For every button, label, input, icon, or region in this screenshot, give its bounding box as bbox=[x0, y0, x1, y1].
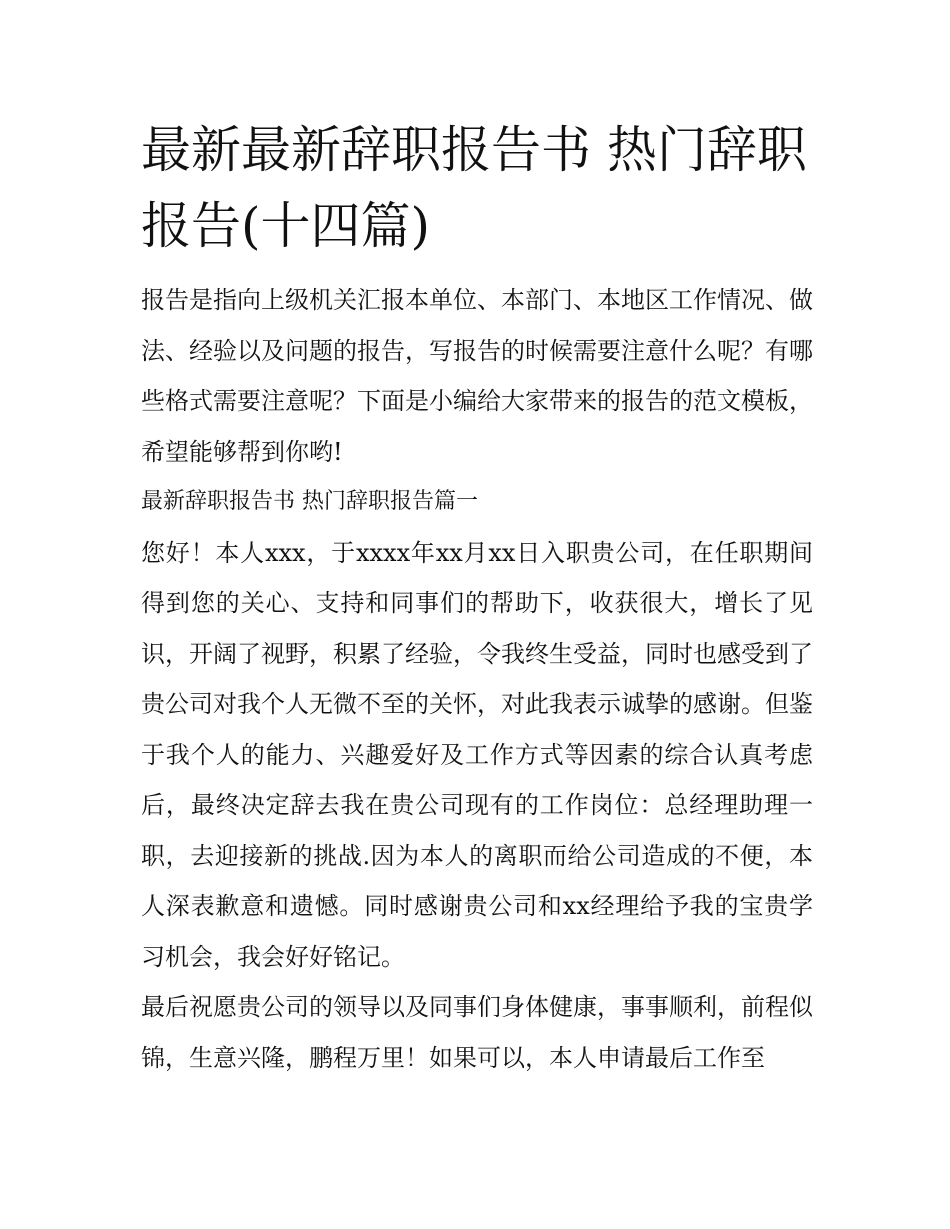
document-title: 最新最新辞职报告书 热门辞职报告(十四篇) bbox=[141, 121, 807, 255]
section-heading: 最新辞职报告书 热门辞职报告篇一 bbox=[141, 489, 478, 514]
intro-paragraph: 报告是指向上级机关汇报本单位、本部门、本地区工作情况、做法、经验以及问题的报告，写报告的时候需要注意什么呢？有哪些格式需要注意呢？下面是小编给大家带来的报告的范文模板，希望能够帮到你哟! bbox=[141, 286, 813, 466]
body-paragraph-1: 您好！本人xxx，于xxxx年xx月xx日入职贵公司，在任职期间得到您的关心、支持和同事们的帮助下，收获很大，增长了见识，开阔了视野，积累了经验，令我终生受益，同时也感受到了贵公司对我个人无微不至的关怀，对此我表示诚挚的感谢。但鉴于我个人的能力、兴趣爱好及工作方式等因素的综合认真考虑后，最终决定辞去我在贵公司现有的工作岗位：总经理助理一职，去迎接新的挑战.因为本人的离职而给公司造成的不便，本人深表歉意和遗憾。同时感谢贵公司和xx经理给予我的宝贵学习机会，我会好好铭记。 bbox=[141, 538, 813, 971]
document-page bbox=[141, 112, 813, 1083]
body-paragraph-2: 最后祝愿贵公司的领导以及同事们身体健康，事事顺利，前程似锦，生意兴隆，鹏程万里！如果可以，本人申请最后工作至 bbox=[141, 993, 813, 1072]
